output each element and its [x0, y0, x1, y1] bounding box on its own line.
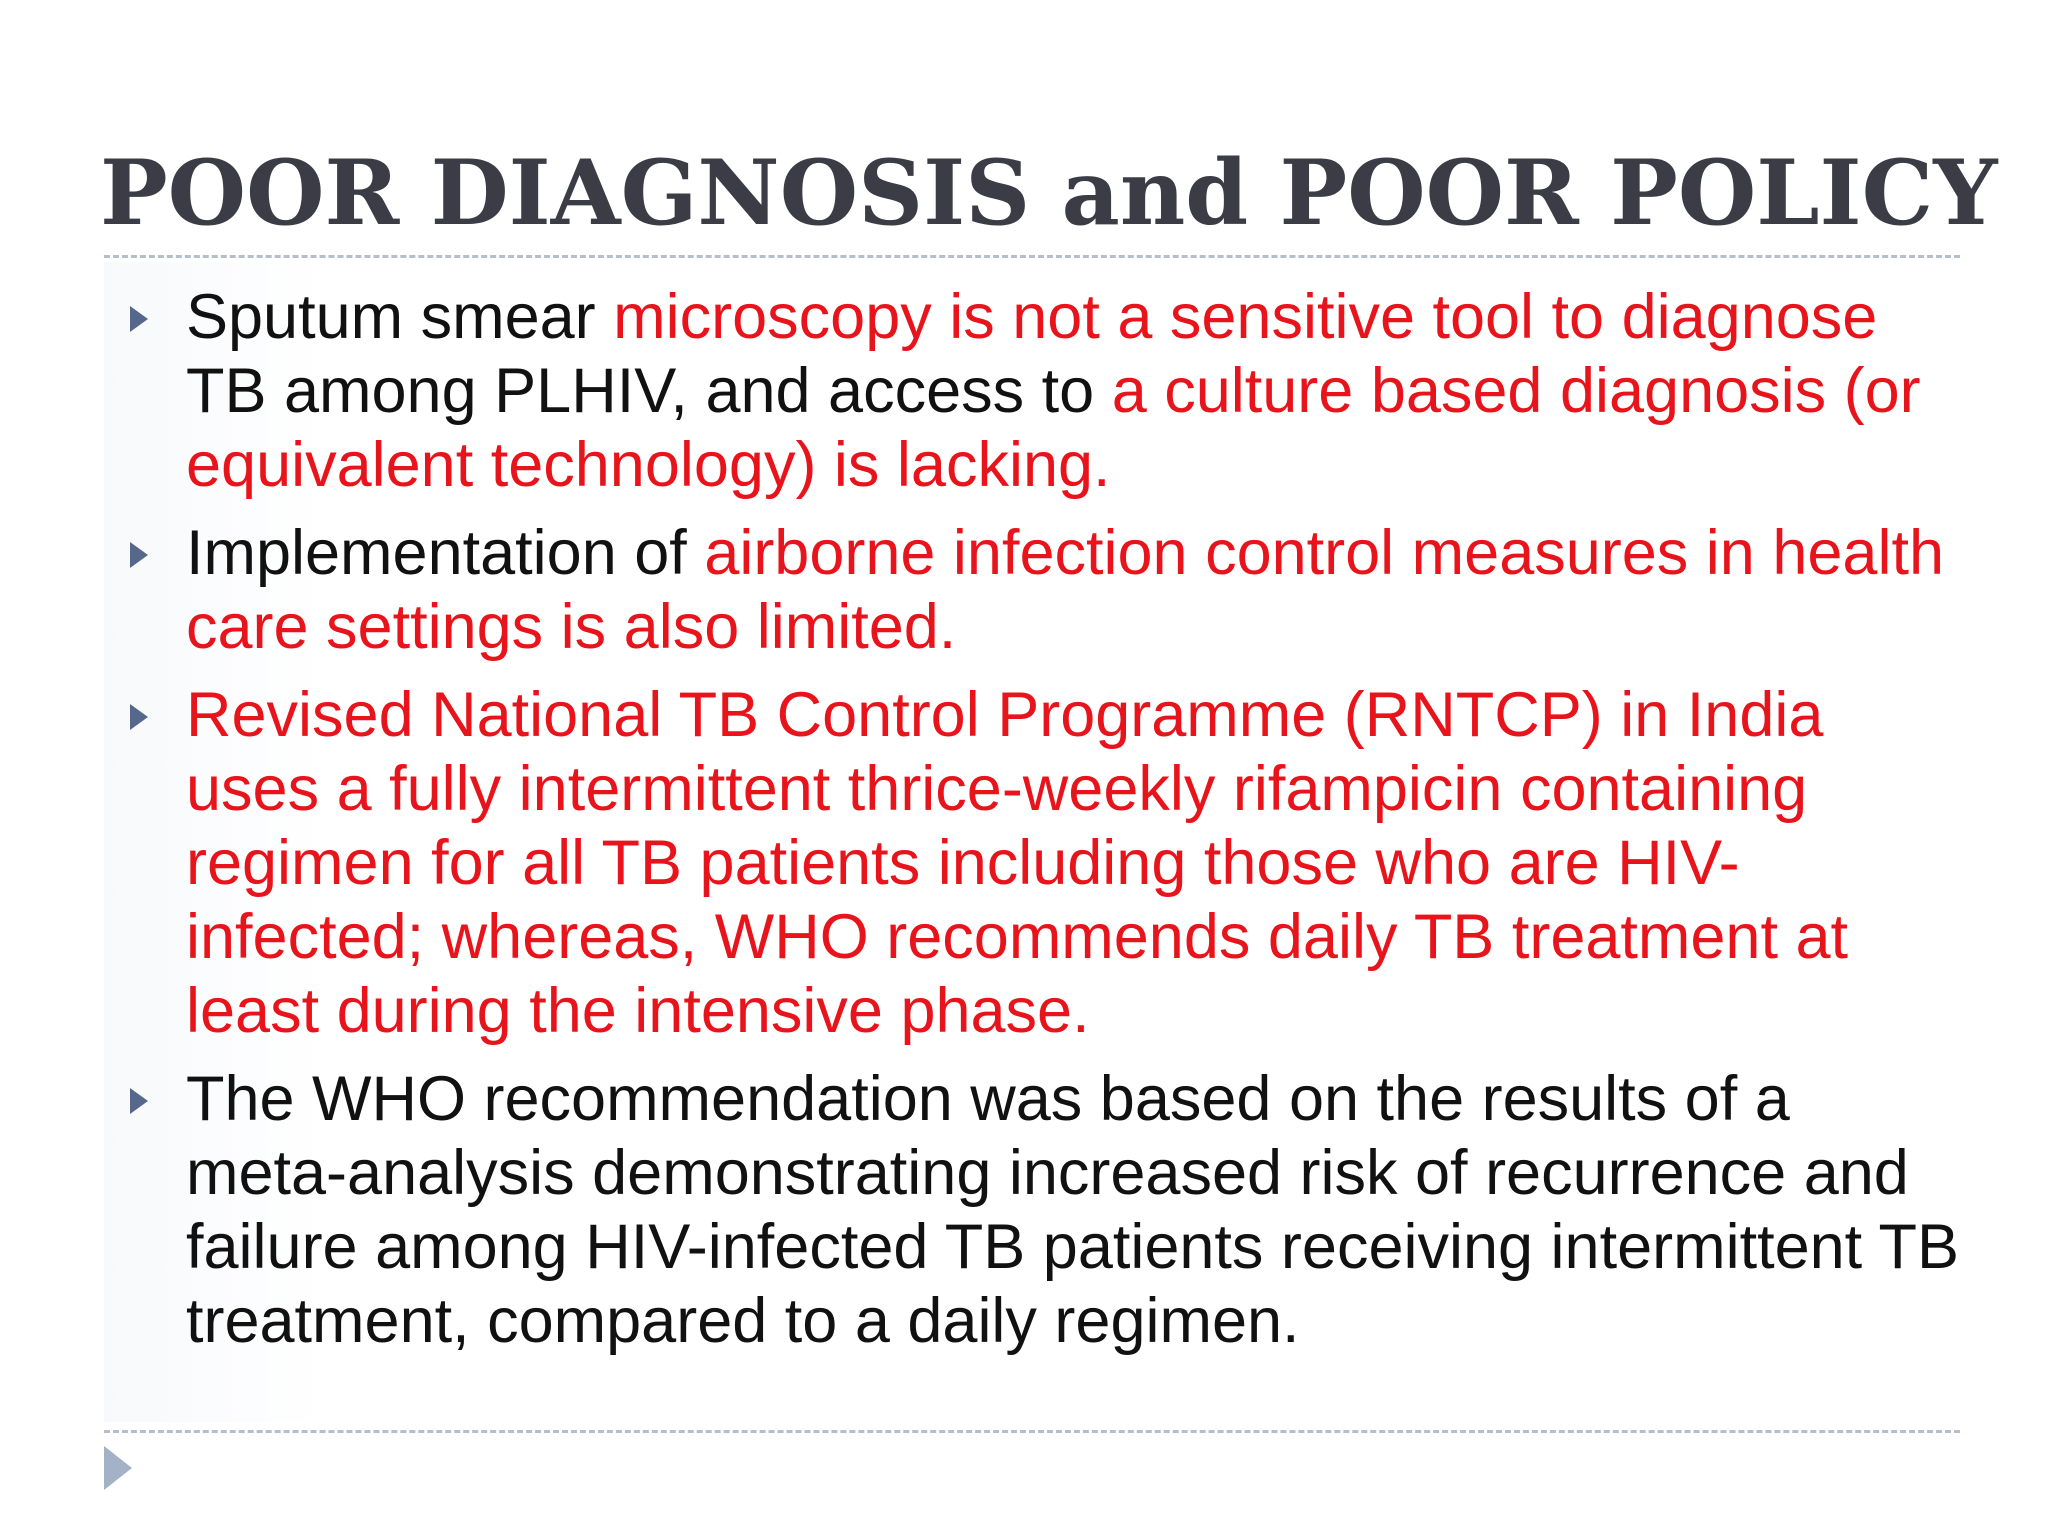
- footer-divider: [104, 1430, 1960, 1433]
- bullet-arrow-icon: [130, 704, 148, 730]
- next-slide-arrow-icon[interactable]: [104, 1446, 132, 1490]
- bullet-text-highlight: a culture based diagnosis (or equivalent technology) is lacking.: [186, 356, 1921, 500]
- slide-title: POOR DIAGNOSIS and POOR POLICY: [100, 140, 1998, 246]
- bullet-text-segment: Sputum smear: [186, 282, 614, 352]
- bullet-item: [120, 516, 1960, 664]
- bullet-arrow-icon: [130, 306, 148, 332]
- bullet-list: [120, 280, 1960, 1372]
- bullet-text-highlight: microscopy is not a sensitive tool to diagnose: [613, 282, 1878, 352]
- bullet-text-segment: TB among PLHIV, and access to: [186, 356, 1112, 426]
- bullet-item: [120, 280, 1960, 502]
- bullet-item: [120, 678, 1960, 1048]
- title-divider: [104, 255, 1960, 258]
- bullet-text-segment: The WHO recommendation was based on the results of a meta-analysis demonstrating increased risk of recurrence and failure among HIV-infected TB patients receiving intermittent TB treatment, compared to a daily regimen.: [186, 1064, 1960, 1356]
- bullet-arrow-icon: [130, 1088, 148, 1114]
- bullet-arrow-icon: [130, 542, 148, 568]
- bullet-item: [120, 1062, 1960, 1358]
- bullet-text-segment: Implementation of: [186, 518, 705, 588]
- bullet-text-highlight: airborne infection control measures in health care settings is also limited.: [186, 518, 1944, 662]
- bullet-text-highlight: Revised National TB Control Programme (RNTCP) in India uses a fully intermittent thrice-weekly rifampicin containing regimen for all TB patients including those who are HIV-infected; whereas, WHO recommends daily TB treatment at least during the intensive phase.: [186, 680, 1848, 1046]
